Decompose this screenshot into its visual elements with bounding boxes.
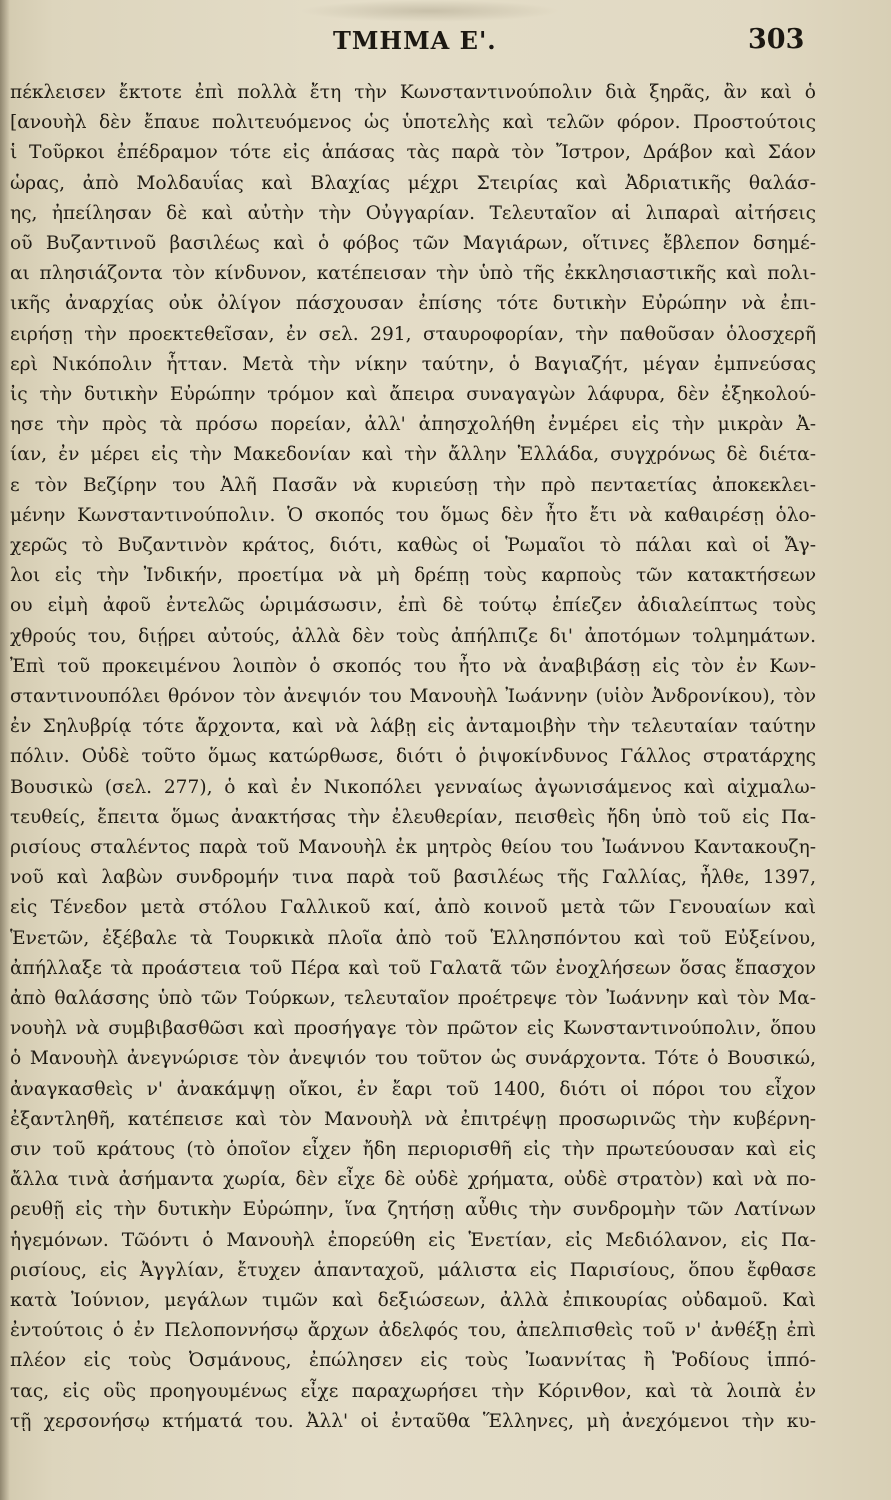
text-line: ειρήσῃ τὴν προεκτεθεῖσαν, ἐν σελ. 291, σταυροφορίαν, τὴν παθοῦσαν ὁλοσχερῆ: [10, 323, 816, 345]
text-line: αι πλησιάζοντα τὸν κίνδυνον, κατέπεισαν τὴν ὑπὸ τῆς ἐκκλησιαστικῆς καὶ πολι-: [10, 263, 816, 285]
text-line: πέκλεισεν ἔκτοτε ἐπὶ πολλὰ ἔτη τὴν Κωνσταντινούπολιν διὰ ξηρᾶς, ἂν καὶ ὁ: [10, 82, 816, 103]
text-line: πόλιν. Οὐδὲ τοῦτο ὅμως κατώρθωσε, διότι ὁ ῥιψοκίνδυνος Γάλλος στρατάρχης: [10, 746, 816, 768]
text-line: οῦ Βυζαντινοῦ βασιλέως καὶ ὁ φόβος τῶν Μαγιάρων, οἵτινες ἔβλεπον δσημέ-: [10, 233, 816, 254]
section-title: ΤΜΗΜΑ Ε'.: [333, 26, 497, 55]
text-line: σταντινουπόλει θρόνον τὸν ἀνεψιόν του Μανουὴλ Ἰωάννην (υἱὸν Ἀνδρονίκου), τὸν: [10, 686, 816, 707]
text-line: τῇ χερσονήσῳ κτήματά του. Ἀλλ' οἱ ἐνταῦθα Ἕλληνες, μὴ ἀνεχόμενοι τὴν κυ-: [10, 1410, 816, 1432]
text-line: νοῦ καὶ λαβὼν συνδρομήν τινα παρὰ τοῦ βασιλέως τῆς Γαλλίας, ἦλθε, 1397,: [10, 867, 816, 889]
text-line: ου εἰμὴ ἀφοῦ ἐντελῶς ὡριμάσωσιν, ἐπὶ δὲ τούτῳ ἐπίεζεν ἀδιαλείπτως τοὺς: [10, 595, 816, 617]
text-line: ὡρας, ἀπὸ Μολδαυΐας καὶ Βλαχίας μέχρι Στειρίας καὶ Ἀδριατικῆς θαλάσ-: [10, 172, 816, 194]
text-line: Ἐπὶ τοῦ προκειμένου λοιπὸν ὁ σκοπός του ἦτο νὰ ἀναβιβάσῃ εἰς τὸν ἐν Κων-: [10, 655, 816, 677]
page-number: 303: [748, 24, 805, 55]
text-line: λοι εἰς τὴν Ἰνδικήν, προετίμα νὰ μὴ δρέπῃ τοὺς καρποὺς τῶν κατακτήσεων: [10, 565, 816, 587]
text-line: ικῆς ἀναρχίας οὐκ ὀλίγον πάσχουσαν ἐπίσης τότε δυτικὴν Εὐρώπην νὰ ἐπι-: [10, 293, 816, 315]
running-header: [0, 26, 891, 60]
text-line: ἱ Τοῦρκοι ἐπέδραμον τότε εἰς ἁπάσας τὰς παρὰ τὸν Ἴστρον, Δράβον καὶ Σάον: [10, 142, 816, 164]
binding-shadow: [0, 0, 10, 1500]
text-line: [ανουὴλ δὲν ἔπαυε πολιτευόμενος ὡς ὑποτελὴς καὶ τελῶν φόρον. Προστούτοις: [10, 112, 816, 134]
text-line: ἀναγκασθεὶς ν' ἀνακάμψῃ οἴκοι, ἐν ἔαρι τοῦ 1400, διότι οἱ πόροι του εἶχον: [10, 1078, 816, 1100]
text-line: εἰς Τένεδον μετὰ στόλου Γαλλικοῦ καί, ἀπὸ κοινοῦ μετὰ τῶν Γενουαίων καὶ: [10, 897, 816, 919]
text-line: ὁ Μανουὴλ ἀνεγνώρισε τὸν ἀνεψιόν του τοῦτον ὡς συνάρχοντα. Τότε ὁ Βουσικώ,: [10, 1048, 816, 1070]
text-line: ησε τὴν πρὸς τὰ πρόσω πορείαν, ἀλλ' ἀπησχολήθη ἐνμέρει εἰς τὴν μικρὰν Ἀ-: [10, 414, 816, 436]
text-line: πλέον εἰς τοὺς Ὀσμάνους, ἐπώλησεν εἰς τοὺς Ἰωαννίτας ἢ Ῥοδίους ἱππό-: [10, 1350, 816, 1372]
text-line: ίαν, ἐν μέρει εἰς τὴν Μακεδονίαν καὶ τὴν ἄλλην Ἑλλάδα, συγχρόνως δὲ διέτα-: [10, 444, 816, 466]
text-line: μένην Κωνσταντινούπολιν. Ὁ σκοπός του ὅμως δὲν ἦτο ἔτι νὰ καθαιρέσῃ ὁλο-: [10, 504, 816, 526]
text-line: χθρούς του, διῄρει αὐτούς, ἀλλὰ δὲν τοὺς ἀπήλπιζε δι' ἀποτόμων τολμημάτων.: [10, 625, 816, 647]
text-line: ἡγεμόνων. Τῶόντι ὁ Μανουὴλ ἐπορεύθη εἰς Ἑνετίαν, εἰς Μεδιόλανον, εἰς Πα-: [10, 1229, 816, 1251]
text-line: ρευθῇ εἰς τὴν δυτικὴν Εὐρώπην, ἵνα ζητήσῃ αὖθις τὴν συνδρομὴν τῶν Λατίνων: [10, 1199, 816, 1221]
text-line: ερὶ Νικόπολιν ἧτταν. Μετὰ τὴν νίκην ταύτην, ὁ Βαγιαζήτ, μέγαν ἐμπνεύσας: [10, 353, 816, 375]
text-line: νουὴλ νὰ συμβιβασθῶσι καὶ προσήγαγε τὸν πρῶτον εἰς Κωνσταντινούπολιν, ὅπου: [10, 1018, 816, 1040]
text-line: ἄλλα τινὰ ἀσήμαντα χωρία, δὲν εἶχε δὲ οὐδὲ χρήματα, οὐδὲ στρατὸν) καὶ νὰ πο-: [10, 1169, 816, 1191]
text-line: ρισίους σταλέντος παρὰ τοῦ Μανουὴλ ἐκ μητρὸς θείου του Ἰωάννου Καντακουζη-: [10, 837, 816, 858]
text-line: ἀπὸ θαλάσσης ὑπὸ τῶν Τούρκων, τελευταῖον προέτρεψε τὸν Ἰωάννην καὶ τὸν Μα-: [10, 988, 816, 1009]
text-line: ἐξαντληθῆ, κατέπεισε καὶ τὸν Μανουὴλ νὰ ἐπιτρέψῃ προσωρινῶς τὴν κυβέρνη-: [10, 1108, 816, 1130]
text-line: τευθείς, ἔπειτα ὅμως ἀνακτήσας τὴν ἐλευθερίαν, πεισθεὶς ἤδη ὑπὸ τοῦ εἰς Πα-: [10, 806, 816, 828]
text-line: ἰς τὴν δυτικὴν Εὐρώπην τρόμον καὶ ἄπειρα συναγαγὼν λάφυρα, δὲν ἐξηκολού-: [10, 384, 816, 405]
text-line: ρισίους, εἰς Ἀγγλίαν, ἔτυχεν ἁπανταχοῦ, μάλιστα εἰς Παρισίους, ὅπου ἔφθασε: [10, 1259, 816, 1281]
text-line: ἐν Σηλυβρίᾳ τότε ἄρχοντα, καὶ νὰ λάβῃ εἰς ἀνταμοιβὴν τὴν τελευταίαν ταύτην: [10, 716, 816, 738]
text-line: ης, ἠπείλησαν δὲ καὶ αὐτὴν τὴν Οὐγγαρίαν. Τελευταῖον αἱ λιπαραὶ αἰτήσεις: [10, 202, 816, 224]
text-line: κατὰ Ἰούνιον, μεγάλων τιμῶν καὶ δεξιώσεων, ἀλλὰ ἐπικουρίας οὐδαμοῦ. Καὶ: [10, 1290, 816, 1311]
text-line: χερῶς τὸ Βυζαντινὸν κράτος, διότι, καθὼς οἱ Ῥωμαῖοι τὸ πάλαι καὶ οἱ Ἄγ-: [10, 535, 816, 556]
text-line: Βουσικὼ (σελ. 277), ὁ καὶ ἐν Νικοπόλει γενναίως ἀγωνισάμενος καὶ αἰχμαλω-: [10, 776, 816, 798]
text-line: ἀπήλλαξε τὰ προάστεια τοῦ Πέρα καὶ τοῦ Γαλατᾶ τῶν ἐνοχλήσεων ὅσας ἔπασχον: [10, 957, 816, 979]
text-line: σιν τοῦ κράτους (τὸ ὁποῖον εἶχεν ἤδη περιορισθῆ εἰς τὴν πρωτεύουσαν καὶ εἰς: [10, 1139, 816, 1160]
text-line: τας, εἰς οὓς προηγουμένως εἶχε παραχωρήσει τὴν Κόρινθον, καὶ τὰ λοιπὰ ἐν: [10, 1380, 816, 1402]
text-line: ἐντούτοις ὁ ἐν Πελοποννήσῳ ἄρχων ἀδελφός του, ἀπελπισθεὶς τοῦ ν' ἀνθέξῃ ἐπὶ: [10, 1320, 816, 1342]
text-line: ε τὸν Βεζίρην του Ἀλῆ Πασᾶν νὰ κυριεύσῃ τὴν πρὸ πενταετίας ἀποκεκλει-: [10, 474, 816, 496]
paper-stain: [300, 0, 560, 22]
text-line: Ἑνετῶν, ἐξέβαλε τὰ Τουρκικὰ πλοῖα ἀπὸ τοῦ Ἑλλησπόντου καὶ τοῦ Εὐξείνου,: [10, 927, 816, 949]
